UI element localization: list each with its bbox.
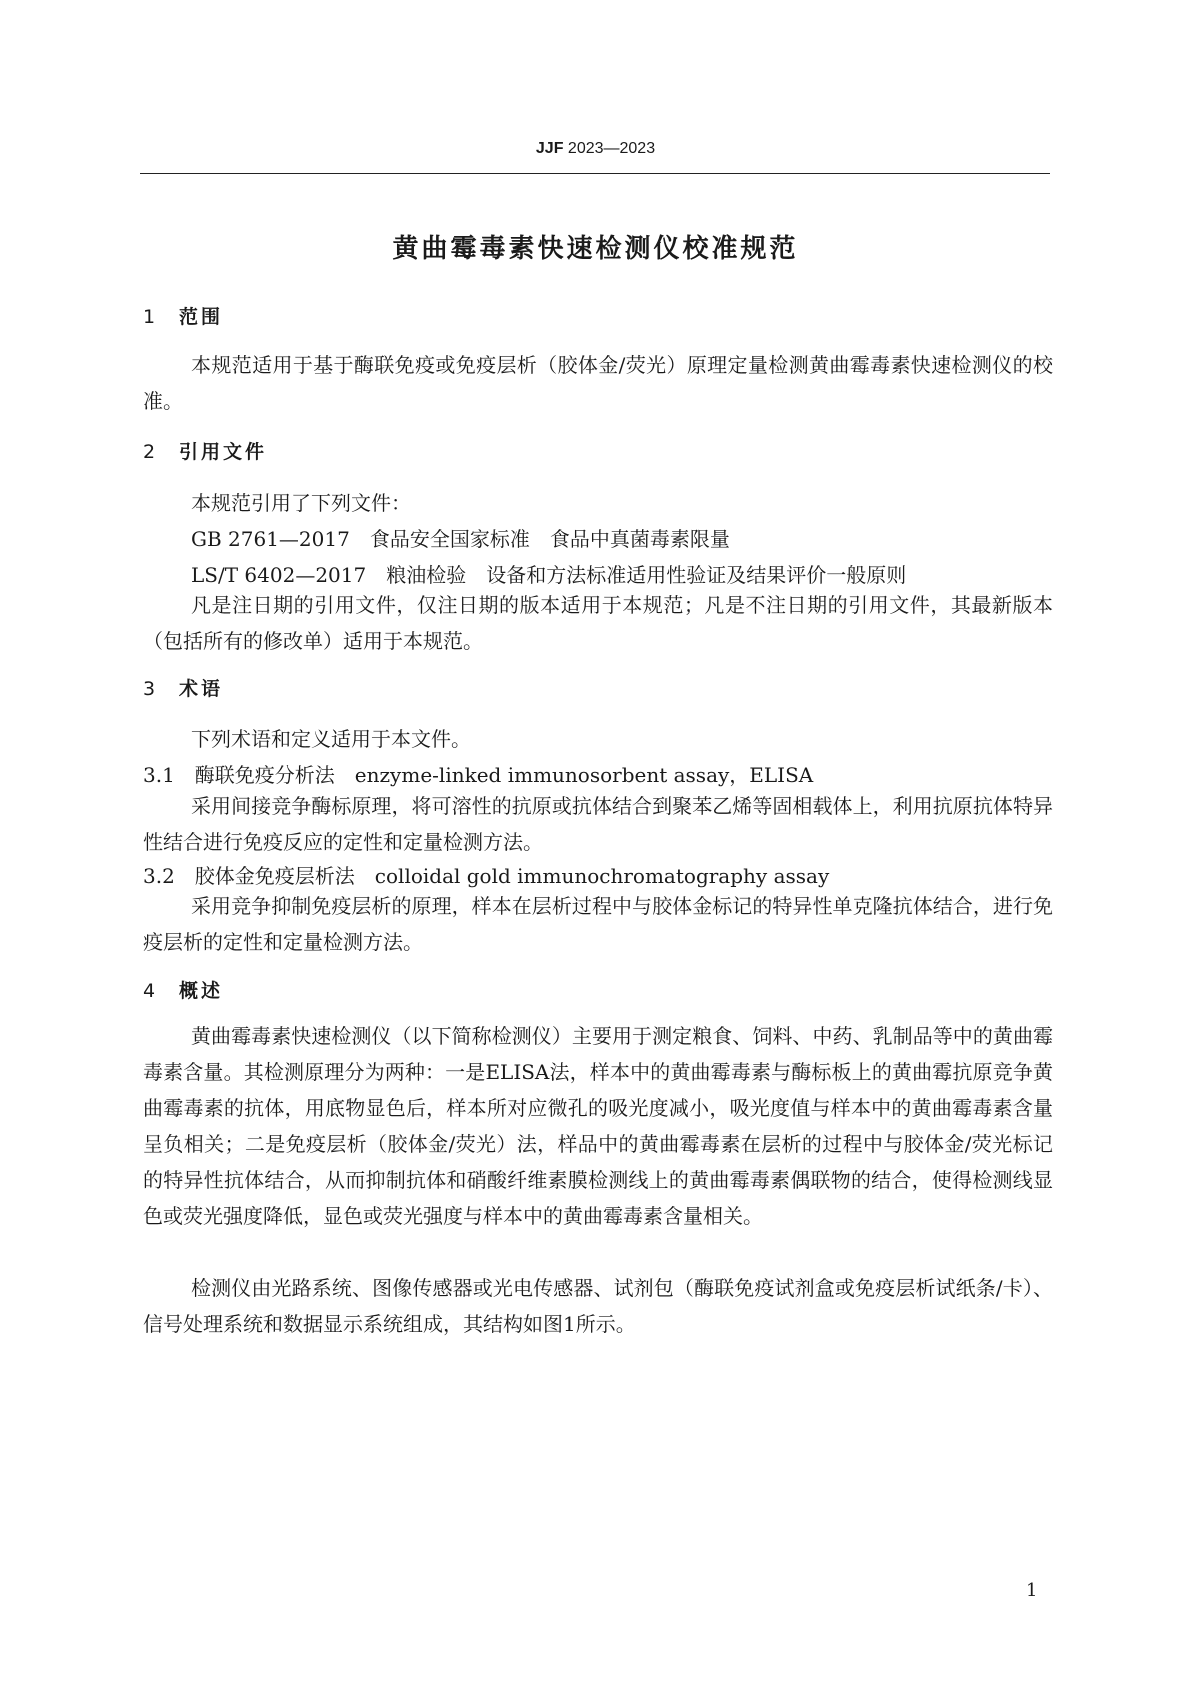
document-code — [0, 140, 1191, 158]
section-title: 概述 — [179, 980, 224, 1002]
paragraph: 本规范适用于基于酶联免疫或免疫层析（胶体金/荧光）原理定量检测黄曲霉毒素快速检测仪的校准。 — [143, 353, 1053, 413]
section-heading-2 — [143, 437, 267, 464]
section-number: 1 — [143, 306, 156, 328]
code-prefix: JJF — [535, 140, 564, 157]
term-entry: 3.1 酶联免疫分析法 enzyme-linked immunosorbent assay，ELISA — [143, 763, 814, 787]
code-number: 2023—2023 — [563, 140, 656, 157]
section-number: 2 — [143, 441, 156, 463]
paragraph-intro: 下列术语和定义适用于本文件。 — [191, 727, 471, 751]
section-heading-3 — [143, 674, 223, 701]
section-number: 3 — [143, 678, 156, 700]
section-heading-4 — [143, 976, 223, 1003]
term-entry: 3.2 胶体金免疫层析法 colloidal gold immunochromatography assay — [143, 864, 830, 888]
paragraph-intro: 本规范引用了下列文件： — [191, 491, 411, 515]
term-definition: 采用间接竞争酶标原理，将可溶性的抗原或抗体结合到聚苯乙烯等固相载体上，利用抗原抗体特异性结合进行免疫反应的定性和定量检测方法。 — [143, 794, 1053, 854]
section-heading-1 — [143, 302, 223, 329]
section-title: 范围 — [179, 306, 224, 328]
section-title: 术语 — [179, 678, 224, 700]
paragraph: 凡是注日期的引用文件，仅注日期的版本适用于本规范；凡是不注日期的引用文件，其最新版本（包括所有的修改单）适用于本规范。 — [143, 593, 1053, 653]
term-definition: 采用竞争抑制免疫层析的原理，样本在层析过程中与胶体金标记的特异性单克隆抗体结合，进行免疫层析的定性和定量检测方法。 — [143, 894, 1053, 954]
paragraph: 检测仪由光路系统、图像传感器或光电传感器、试剂包（酶联免疫试剂盒或免疫层析试纸条/卡）、信号处理系统和数据显示系统组成，其结构如图1所示。 — [143, 1276, 1053, 1336]
section-number: 4 — [143, 980, 156, 1002]
section-title: 引用文件 — [179, 441, 268, 463]
page-number: 1 — [1026, 1580, 1038, 1601]
paragraph: 黄曲霉毒素快速检测仪（以下简称检测仪）主要用于测定粮食、饲料、中药、乳制品等中的黄曲霉毒素含量。其检测原理分为两种：一是ELISA法，样本中的黄曲霉毒素与酶标板上的黄曲霉抗原竞争黄曲霉毒素的抗体，用底物显色后，样本所对应微孔的吸光度减小，吸光度值与样本中的黄曲霉毒素含量呈负相关；二是免疫层析（胶体金/荧光）法，样品中的黄曲霉毒素在层析的过程中与胶体金/荧光标记的特异性抗体结合，从而抑制抗体和硝酸纤维素膜检测线上的黄曲霉毒素偶联物的结合，使得检测线显色或荧光强度降低，显色或荧光强度与样本中的黄曲霉毒素含量相关。 — [143, 1024, 1053, 1228]
reference-item: LS/T 6402—2017 粮油检验 设备和方法标准适用性验证及结果评价一般原则 — [191, 563, 907, 587]
reference-item: GB 2761—2017 食品安全国家标准 食品中真菌毒素限量 — [191, 527, 730, 551]
header-rule — [140, 173, 1050, 174]
document-title: 黄曲霉毒素快速检测仪校准规范 — [392, 234, 799, 264]
